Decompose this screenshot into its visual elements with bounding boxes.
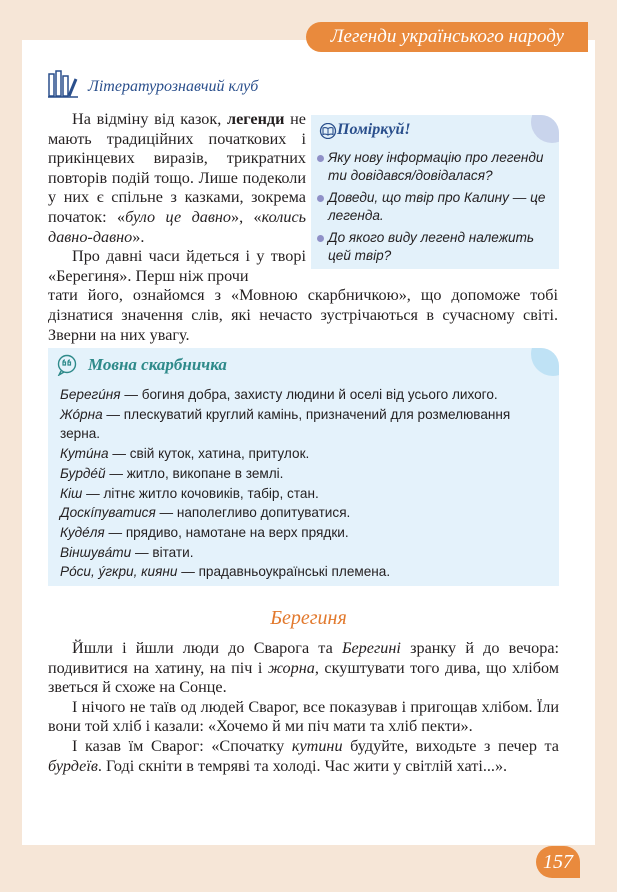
intro-paragraph-1	[48, 110, 306, 247]
story-paragraph-3	[48, 737, 559, 776]
vocab-term: Віншувáти	[60, 544, 132, 560]
books-icon	[48, 70, 78, 98]
italic-term: було це давно	[125, 207, 232, 226]
vocab-item	[60, 385, 552, 405]
quote-bubble-icon	[56, 354, 78, 376]
think-box-corner	[531, 115, 559, 143]
vocab-item	[60, 543, 552, 563]
text-run: не мають традиційних початкових і прикінцевих виразів, трикратних повторів подій тощо. Лише подеколи у них є спільне з казками, зокрема початок: «	[48, 110, 306, 226]
vocab-definition: — наполегливо допитуватися.	[155, 505, 351, 521]
book-think-icon	[319, 123, 337, 139]
vocab-item	[60, 523, 552, 543]
vocab-item	[60, 484, 552, 504]
vocab-term: Доскíпуватися	[60, 505, 156, 521]
think-title: Поміркуй!	[337, 121, 411, 138]
think-questions	[317, 149, 553, 268]
text-run: І казав їм Сварог: «Спочатку	[72, 736, 292, 755]
text-run: ».	[132, 227, 145, 246]
intro-paragraph-2-start: Про давні часи йдеться і у творі «Берегиня». Перш ніж прочи	[48, 247, 306, 285]
vocab-item	[60, 562, 552, 582]
story-paragraph-2	[48, 698, 559, 737]
text-run: будуйте, виходьте з печер та	[342, 736, 559, 755]
story-title: Берегиня	[270, 607, 347, 629]
vocab-term: Берегúня	[60, 387, 121, 402]
text-run: зранку й до вечора: подивитися на хатину, на піч і	[48, 639, 560, 677]
vocab-definition: — прадавньоукраїнські племена.	[177, 564, 391, 580]
story-text	[48, 639, 559, 776]
club-title: Літературознавчий клуб	[88, 78, 259, 95]
vocabulary-box	[48, 348, 559, 586]
think-question-2: Доведи, що твір про Калину — це легенда.	[317, 189, 553, 226]
think-box	[311, 115, 559, 269]
intro-paragraph-2-end: тати його, ознайомся з «Мовною скарбничкою», що допоможе тобі дізнатися значення слів, які нечасто зустрічаються в сучасному світі. Зверни на них увагу.	[48, 286, 558, 344]
vocab-definition: — прядиво, намотане на верх прядки.	[104, 524, 349, 540]
vocab-term: Бурдéй	[60, 465, 106, 481]
vocab-term: Рóси, ýгкри, кияни	[60, 564, 178, 580]
vocab-definition: — літнє житло кочовиків, табір, стан.	[82, 485, 319, 501]
vocab-definition: — свій куток, хатина, притулок.	[108, 446, 310, 462]
think-question-1: Яку нову інформацію про легенди ти довідався/довідалася?	[317, 149, 553, 186]
vocab-term: Кіш	[60, 485, 83, 501]
vocab-box-corner	[531, 348, 559, 376]
vocab-term: Жóрна	[60, 406, 103, 422]
text-run: », «	[231, 207, 262, 226]
vocab-definition: — житло, викопане в землі.	[105, 465, 284, 481]
vocab-item	[60, 503, 552, 523]
vocab-term: Кутúна	[60, 446, 109, 462]
italic-term: жорна	[267, 658, 315, 677]
story-paragraph-1	[48, 639, 559, 698]
italic-term: Берегині	[341, 639, 401, 657]
think-question-3: До якого виду легенд належить цей твір?	[317, 229, 553, 266]
text-run: І нічого не таїв од людей Сварог, все показував і пригощав хлібом. Їли вони той хліб і казали: «Хочемо й ми піч мати та хліб пекти».	[48, 697, 559, 736]
vocab-definition: — плескуватий круглий камінь, призначений для розмелювання зерна.	[60, 406, 511, 442]
vocab-definition: — вітати.	[131, 544, 194, 560]
running-header-title: Легенди українського народу	[330, 26, 564, 47]
vocab-definition: — богиня добра, захисту людини й оселі від усього лихого.	[120, 387, 498, 402]
vocab-list	[60, 385, 552, 582]
vocab-title: Мовна скарбничка	[88, 355, 227, 374]
vocab-item	[60, 405, 552, 444]
italic-term: бурдеїв	[48, 756, 98, 775]
text-run: Йшли і йшли люди до Сварога та	[72, 639, 342, 657]
vocab-item	[60, 464, 552, 484]
text-run: , скуштувати того дива, що хлібом зветься й схоже на Сонце.	[48, 658, 560, 697]
bold-term: легенди	[227, 110, 285, 128]
page-number: 157	[536, 846, 580, 878]
running-header	[306, 22, 588, 52]
text-run: . Годі скніти в темряві та холоді. Час жити у світлій хаті...».	[97, 756, 508, 775]
italic-term: кутини	[291, 736, 343, 755]
vocab-term: Кудéля	[60, 524, 105, 540]
text-run: На відміну від казок,	[72, 110, 227, 128]
vocab-item	[60, 444, 552, 464]
italic-term: колись давно-давно	[48, 207, 307, 246]
